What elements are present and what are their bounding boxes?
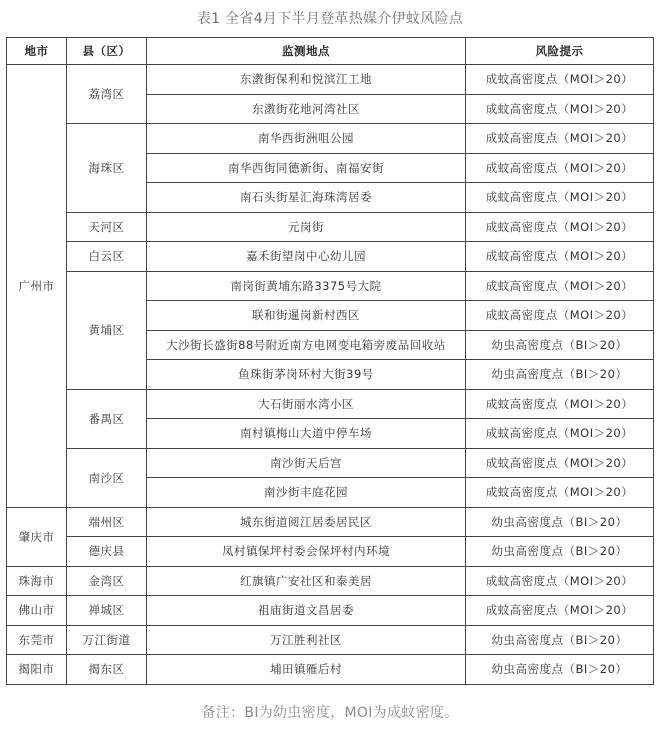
risk-cell: 成蚊高密度点（MOI＞20）: [466, 596, 654, 626]
site-cell: 东漖街保利和悦滨江工地: [147, 65, 466, 95]
site-cell: 南村镇梅山大道中停车场: [147, 419, 466, 449]
risk-cell: 成蚊高密度点（MOI＞20）: [466, 389, 654, 419]
risk-cell: 成蚊高密度点（MOI＞20）: [466, 271, 654, 301]
city-cell: 东莞市: [7, 625, 67, 655]
district-cell: 端州区: [67, 507, 147, 537]
table-row: [7, 271, 654, 301]
district-cell: 海珠区: [67, 124, 147, 213]
risk-cell: 成蚊高密度点（MOI＞20）: [466, 65, 654, 95]
site-cell: 联和街暹岗新村西区: [147, 301, 466, 331]
footnote: 备注：BI为幼虫密度，MOI为成蚊密度。: [201, 705, 459, 721]
table-row: [7, 537, 654, 567]
site-cell: 大石街丽水湾小区: [147, 389, 466, 419]
table-row: [7, 655, 654, 685]
district-cell: 揭东区: [67, 655, 147, 685]
risk-cell: 成蚊高密度点（MOI＞20）: [466, 124, 654, 154]
site-cell: 埔田镇雁后村: [147, 655, 466, 685]
district-cell: 天河区: [67, 212, 147, 242]
table-row: [7, 566, 654, 596]
risk-cell: 幼虫高密度点（BI＞20）: [466, 330, 654, 360]
site-cell: 大沙街长盛街88号附近南方电网变电箱旁废品回收站: [147, 330, 466, 360]
site-cell: 万江胜利社区: [147, 625, 466, 655]
district-cell: 德庆县: [67, 537, 147, 567]
table-row: [7, 212, 654, 242]
risk-cell: 幼虫高密度点（BI＞20）: [466, 360, 654, 390]
header-risk: 风险提示: [466, 38, 654, 65]
city-cell: 广州市: [7, 65, 67, 508]
site-cell: 南华西街洲咀公园: [147, 124, 466, 154]
city-cell: 佛山市: [7, 596, 67, 626]
site-cell: 南岗街黄埔东路3375号大院: [147, 271, 466, 301]
risk-cell: 成蚊高密度点（MOI＞20）: [466, 419, 654, 449]
risk-cell: 成蚊高密度点（MOI＞20）: [466, 478, 654, 508]
risk-cell: 成蚊高密度点（MOI＞20）: [466, 212, 654, 242]
district-cell: 番禺区: [67, 389, 147, 448]
city-cell: 揭阳市: [7, 655, 67, 685]
risk-cell: 成蚊高密度点（MOI＞20）: [466, 566, 654, 596]
site-cell: 南石头街星汇海珠湾居委: [147, 183, 466, 213]
risk-cell: 成蚊高密度点（MOI＞20）: [466, 448, 654, 478]
header-district: 县（区）: [67, 38, 147, 65]
site-cell: 东漖街花地河湾社区: [147, 94, 466, 124]
risk-cell: 成蚊高密度点（MOI＞20）: [466, 301, 654, 331]
risk-cell: 成蚊高密度点（MOI＞20）: [466, 94, 654, 124]
site-cell: 城东街道阅江居委居民区: [147, 507, 466, 537]
site-cell: 嘉禾街望岗中心幼儿园: [147, 242, 466, 272]
table-row: [7, 596, 654, 626]
city-cell: 肇庆市: [7, 507, 67, 566]
risk-cell: 成蚊高密度点（MOI＞20）: [466, 183, 654, 213]
district-cell: 荔湾区: [67, 65, 147, 124]
site-cell: 鱼珠街茅岗环村大街39号: [147, 360, 466, 390]
table-row: [7, 448, 654, 478]
district-cell: 白云区: [67, 242, 147, 272]
site-cell: 祖庙街道文昌居委: [147, 596, 466, 626]
table-header-row: [7, 38, 654, 65]
district-cell: 禅城区: [67, 596, 147, 626]
table-row: [7, 242, 654, 272]
risk-cell: 幼虫高密度点（BI＞20）: [466, 625, 654, 655]
table-caption: 表1 全省4月下半月登革热媒介伊蚊风险点: [196, 11, 464, 27]
risk-cell: 幼虫高密度点（BI＞20）: [466, 655, 654, 685]
site-cell: 南华西街同德新街、南福安街: [147, 153, 466, 183]
district-cell: 万江街道: [67, 625, 147, 655]
table-row: [7, 65, 654, 95]
risk-cell: 幼虫高密度点（BI＞20）: [466, 537, 654, 567]
table-row: [7, 124, 654, 154]
table-body: [7, 65, 654, 685]
site-cell: 南沙街天后宫: [147, 448, 466, 478]
site-cell: 元岗街: [147, 212, 466, 242]
table-row: [7, 507, 654, 537]
district-cell: 黄埔区: [67, 271, 147, 389]
risk-points-table: [6, 37, 654, 685]
district-cell: 金湾区: [67, 566, 147, 596]
header-site: 监测地点: [147, 38, 466, 65]
risk-cell: 成蚊高密度点（MOI＞20）: [466, 153, 654, 183]
site-cell: 凤村镇保坪村委会保坪村内环境: [147, 537, 466, 567]
district-cell: 南沙区: [67, 448, 147, 507]
risk-cell: 成蚊高密度点（MOI＞20）: [466, 242, 654, 272]
city-cell: 珠海市: [7, 566, 67, 596]
site-cell: 南沙街丰庭花园: [147, 478, 466, 508]
header-city: 地市: [7, 38, 67, 65]
table-row: [7, 389, 654, 419]
risk-cell: 幼虫高密度点（BI＞20）: [466, 507, 654, 537]
site-cell: 红旗镇广安社区和泰美居: [147, 566, 466, 596]
table-row: [7, 625, 654, 655]
